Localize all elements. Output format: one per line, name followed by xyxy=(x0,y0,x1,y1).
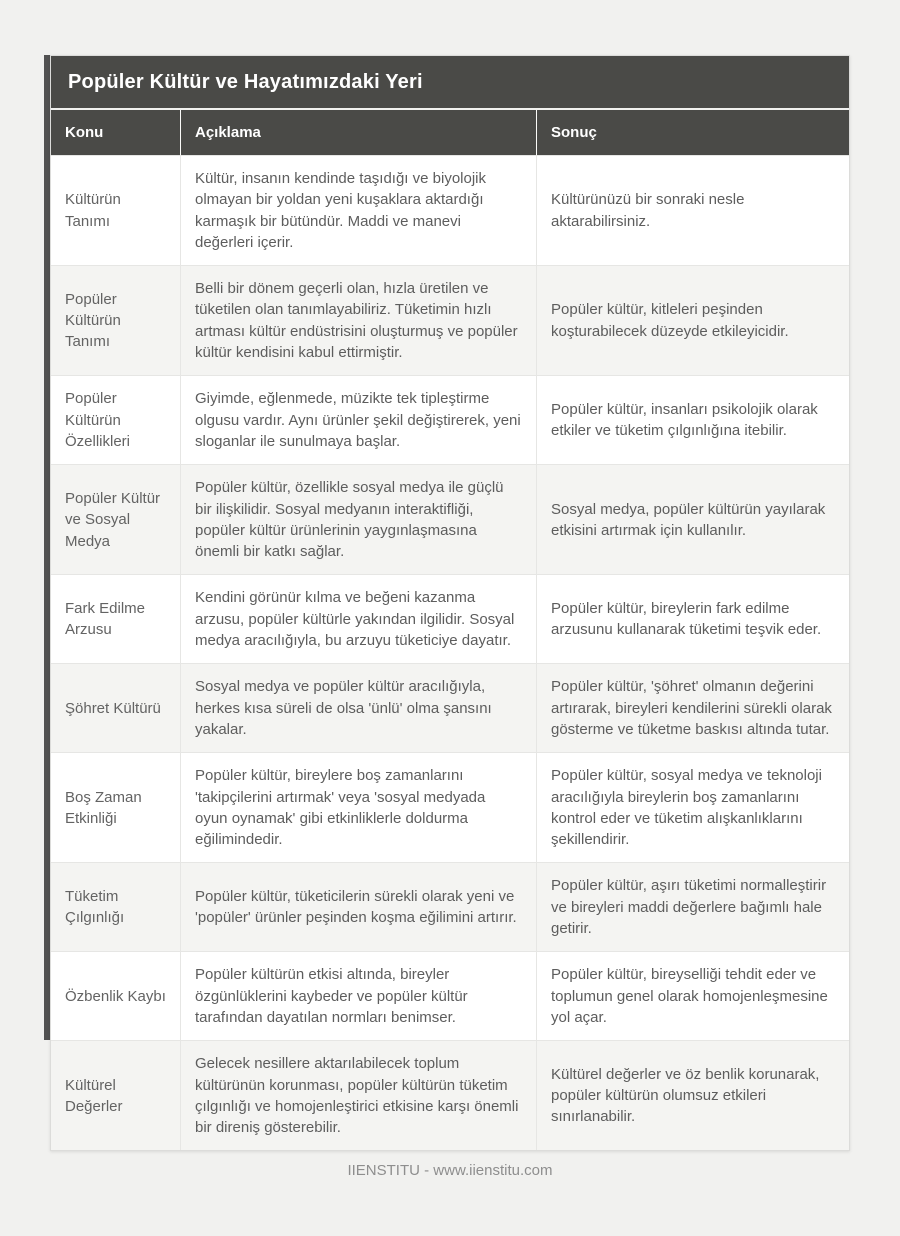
cell-konu xyxy=(51,376,180,464)
konu-text: Fark Edilme Arzusu xyxy=(65,600,146,639)
sonuc-text: Popüler kültür, bireyselliği tehdit eder ve toplumun genel olarak homojenleşmesine yol açar. xyxy=(551,966,828,1026)
sonuc-text: Popüler kültür, aşırı tüketimi normalleştirir ve bireyleri maddi değerlere bağımlı hale getirir. xyxy=(551,877,827,938)
sonuc-text: Kültürünüzü bir sonraki nesle aktarabilirsiniz. xyxy=(551,191,745,230)
column-header-konu: Konu xyxy=(65,124,104,141)
cell-aciklama xyxy=(180,753,536,862)
cell-konu xyxy=(51,952,180,1040)
cell-aciklama xyxy=(180,376,536,464)
cell-konu xyxy=(51,664,180,752)
cell-konu xyxy=(51,1041,180,1150)
aciklama-text: Kültür, insanın kendinde taşıdığı ve biyolojik olmayan bir yoldan yeni kuşaklara aktardığı karmaşık bir bütündür. Maddi ve manevi değerleri içerir. xyxy=(195,170,487,251)
cell-aciklama xyxy=(180,465,536,574)
cell-aciklama xyxy=(180,156,536,265)
cell-sonuc xyxy=(536,266,849,375)
column-header-sonuc: Sonuç xyxy=(536,110,849,155)
cell-konu xyxy=(51,753,180,862)
table-row xyxy=(51,752,849,862)
cell-konu xyxy=(51,465,180,574)
cell-sonuc xyxy=(536,376,849,464)
konu-text: Popüler Kültürün Özellikleri xyxy=(65,390,131,450)
popular-culture-table-card xyxy=(50,55,850,1151)
sonuc-text: Popüler kültür, bireylerin fark edilme arzusunu kullanarak tüketimi teşvik eder. xyxy=(551,600,822,639)
aciklama-text: Popüler kültür, bireylere boş zamanlarını 'takipçilerini artırmak' veya 'sosyal medyada oyun oynamak' gibi etkinliklerle doldurma eğilimindedir. xyxy=(195,767,486,849)
table-header-row xyxy=(51,108,849,155)
column-header-aciklama: Açıklama xyxy=(180,110,536,155)
sonuc-text: Popüler kültür, 'şöhret' olmanın değerini artırarak, bireyleri kendilerini sürekli olarak gösterme ve tüketme baskısı altında tutar. xyxy=(551,678,832,738)
konu-text: Boş Zaman Etkinliği xyxy=(65,788,142,827)
cell-sonuc xyxy=(536,156,849,265)
cell-konu xyxy=(51,156,180,265)
table-row xyxy=(51,464,849,574)
cell-sonuc xyxy=(536,1041,849,1150)
cell-aciklama xyxy=(180,952,536,1040)
cell-sonuc xyxy=(536,465,849,574)
aciklama-text: Popüler kültür, tüketicilerin sürekli olarak yeni ve 'popüler' ürünler peşinden koşma eğilimini artırır. xyxy=(195,888,517,927)
table-row xyxy=(51,951,849,1040)
page-title: Popüler Kültür ve Hayatımızdaki Yeri xyxy=(51,56,849,108)
cell-aciklama xyxy=(180,1041,536,1150)
konu-text: Özbenlik Kaybı xyxy=(65,987,166,1005)
cell-aciklama xyxy=(180,863,536,951)
cell-sonuc xyxy=(536,664,849,752)
cell-sonuc xyxy=(536,863,849,951)
sonuc-text: Kültürel değerler ve öz benlik korunarak, popüler kültürün olumsuz etkileri sınırlanabilir. xyxy=(551,1065,820,1126)
cell-aciklama xyxy=(180,266,536,375)
cell-sonuc xyxy=(536,575,849,663)
konu-text: Şöhret Kültürü xyxy=(65,699,161,717)
cell-konu xyxy=(51,575,180,663)
cell-sonuc xyxy=(536,753,849,862)
table-row xyxy=(51,574,849,663)
cell-sonuc xyxy=(536,952,849,1040)
aciklama-text: Popüler kültür, özellikle sosyal medya ile güçlü bir ilişkilidir. Sosyal medyanın interaktifliği, popüler kültür ürünlerinin yaygınlaşmasına önemli bir katkı sağlar. xyxy=(195,479,504,561)
konu-text: Kültürün Tanımı xyxy=(65,191,121,230)
sonuc-text: Popüler kültür, insanları psikolojik olarak etkiler ve tüketim çılgınlığına itebilir. xyxy=(551,401,818,440)
aciklama-text: Kendini görünür kılma ve beğeni kazanma arzusu, popüler kültürle yakından ilgilidir. Sosyal medya aracılığıyla, bu arzuyu tüketiciye dayatır. xyxy=(195,589,515,650)
konu-text: Tüketim Çılgınlığı xyxy=(65,888,125,927)
sonuc-text: Popüler kültür, sosyal medya ve teknoloji aracılığıyla bireylerin boş zamanlarını kontrol eder ve tüketim alışkanlıklarını şekillendirir. xyxy=(551,767,822,849)
aciklama-text: Popüler kültürün etkisi altında, bireyler özgünlüklerini kaybeder ve popüler kültür tarafından dayatılan normları benimser. xyxy=(195,966,468,1026)
table-body xyxy=(51,155,849,1150)
konu-text: Popüler Kültür ve Sosyal Medya xyxy=(65,489,161,550)
table-row xyxy=(51,375,849,464)
aciklama-text: Belli bir dönem geçerli olan, hızla üretilen ve tüketilen olan tanımlayabiliriz. Tüketimin hızlı artması kültür endüstrisini oluşturmuş ve popüler kültür kendisini kabul ettirmiştir. xyxy=(195,280,518,362)
aciklama-text: Sosyal medya ve popüler kültür aracılığıyla, herkes kısa süreli de olsa 'ünlü' olma şansını yakalar. xyxy=(195,678,492,738)
sonuc-text: Popüler kültür, kitleleri peşinden koşturabilecek düzeyde etkileyicidir. xyxy=(551,301,789,340)
aciklama-text: Giyimde, eğlenmede, müzikte tek tipleştirme olgusu vardır. Aynı ürünler şekil değiştirerek, yeni sloganlar ile sunulmaya başlar. xyxy=(195,390,521,450)
table-row xyxy=(51,862,849,951)
cell-konu xyxy=(51,266,180,375)
table-row xyxy=(51,265,849,375)
table-row xyxy=(51,155,849,265)
cell-konu xyxy=(51,863,180,951)
aciklama-text: Gelecek nesillere aktarılabilecek toplum kültürünün korunması, popüler kültürün tüketim çılgınlığı ve homojenleştirici etkisine karşı önemli bir direniş gösterebilir. xyxy=(195,1055,519,1137)
konu-text: Popüler Kültürün Tanımı xyxy=(65,290,121,351)
cell-aciklama xyxy=(180,664,536,752)
konu-text: Kültürel Değerler xyxy=(65,1076,123,1115)
cell-aciklama xyxy=(180,575,536,663)
sonuc-text: Sosyal medya, popüler kültürün yayılarak etkisini artırmak için kullanılır. xyxy=(551,500,826,539)
footer-credit: IIENSTITU - www.iienstitu.com xyxy=(347,1162,553,1179)
table-row xyxy=(51,1040,849,1150)
table-row xyxy=(51,663,849,752)
